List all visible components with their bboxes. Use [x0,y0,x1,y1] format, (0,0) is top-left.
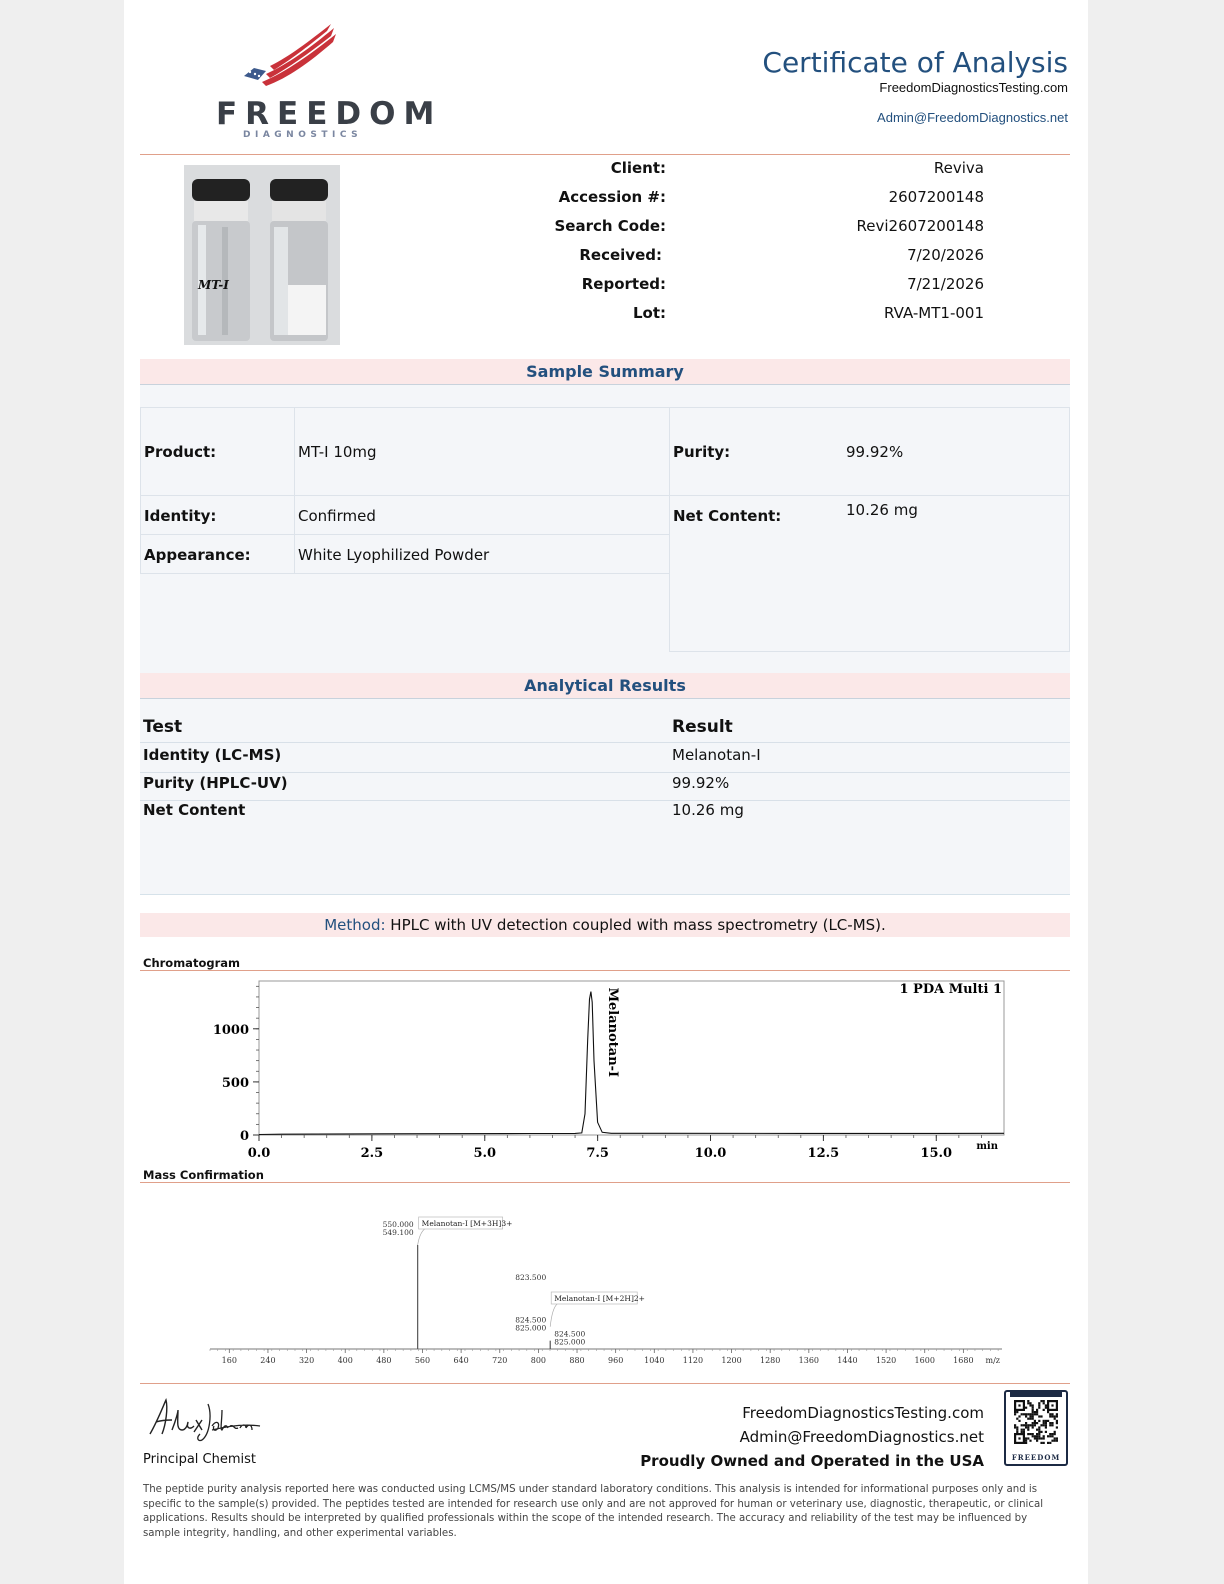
qr-module [1054,1431,1056,1433]
qr-code [1004,1390,1068,1466]
product-label-cell: Product: [140,407,295,496]
qr-module [1032,1411,1034,1413]
qr-module [1054,1418,1056,1420]
mass-spectrum-chart [140,1183,1070,1383]
qr-module [1045,1431,1047,1433]
x-tick-label: 320 [298,1356,315,1365]
x-tick-label: 1600 [914,1356,935,1365]
signature [142,1390,262,1446]
qr-module [1051,1435,1053,1437]
qr-module [1043,1420,1045,1422]
meta-label: Lot: [632,304,666,322]
qr-module [1029,1404,1031,1406]
qr-module [1032,1413,1034,1415]
vial-label: MT-I [198,278,229,292]
qr-module [1043,1435,1045,1437]
meta-client [520,159,984,188]
qr-module [1040,1442,1042,1444]
qr-module [1051,1413,1053,1415]
qr-module [1032,1424,1034,1426]
qr-module [1032,1435,1034,1437]
y-tick-label: 500 [221,1075,249,1091]
meta-value: Revi2607200148 [856,217,984,235]
method-label: Method: [324,916,386,934]
accession-info [140,155,1070,359]
qr-module [1025,1442,1027,1444]
qr-module [1036,1422,1038,1424]
x-tick-label: 560 [414,1356,431,1365]
x-axis-label: m/z [985,1356,1000,1365]
x-tick-label: 1040 [644,1356,665,1365]
x-tick-label: 5.0 [473,1146,497,1161]
qr-module [1036,1429,1038,1431]
qr-module [1056,1413,1058,1415]
peak-label: Melanotan-I [604,987,620,1078]
x-tick-label: 960 [608,1356,624,1365]
purity-value: 99.92% [846,443,904,461]
qr-module [1025,1422,1027,1424]
qr-module [1029,1415,1031,1417]
qr-module [1047,1442,1049,1444]
peak-mz-label: 825.000 [554,1337,586,1347]
meta-lot [520,304,984,333]
qr-module [1045,1426,1047,1428]
method-bar [140,913,1070,937]
qr-module [1027,1437,1029,1439]
qr-module [1045,1422,1047,1424]
qr-module [1016,1426,1018,1428]
qr-module [1054,1440,1056,1442]
chromatogram-label: Chromatogram [140,955,1070,971]
meta-label: Client: [610,159,666,177]
x-tick-label: 15.0 [920,1146,953,1161]
legend-label: 1 PDA Multi 1 [899,982,1002,997]
qr-module [1038,1431,1040,1433]
x-tick-label: 880 [569,1356,585,1365]
qr-module [1049,1415,1051,1417]
qr-module [1029,1402,1031,1404]
qr-module [1014,1424,1016,1426]
qr-module [1051,1415,1053,1417]
qr-module [1032,1433,1034,1435]
x-tick-label: 1360 [798,1356,820,1365]
purity-cell [669,407,1070,496]
annotation-leader [418,1229,425,1245]
appearance-value-cell [294,534,670,574]
x-tick-label: 1280 [760,1356,781,1365]
qr-module [1023,1431,1025,1433]
qr-module [1051,1433,1053,1435]
qr-module [1025,1415,1027,1417]
x-tick-label: 240 [260,1356,276,1365]
meta-label: Received: [579,246,662,264]
qr-module [1034,1420,1036,1422]
qr-module [1016,1418,1018,1420]
qr-module [1049,1433,1051,1435]
qr-module [1049,1413,1051,1415]
qr-module [1025,1424,1027,1426]
qr-module [1043,1400,1045,1402]
certificate-content [140,16,1070,1541]
product-value: MT-I 10mg [298,443,377,461]
qr-module [1014,1413,1016,1415]
qr-module [1027,1400,1029,1402]
qr-module [1054,1433,1056,1435]
qr-module [1056,1420,1058,1422]
results-header-row [140,717,1070,743]
peak-mz-label: 825.000 [515,1323,547,1333]
sample-summary-heading: Sample Summary [140,359,1070,385]
qr-brand-label: FREEDOM [1011,1453,1061,1462]
results-table [140,699,1070,895]
qr-module [1036,1409,1038,1411]
x-tick-label: 10.0 [694,1146,727,1161]
qr-module [1025,1426,1027,1428]
header [140,16,1070,154]
qr-module [1051,1440,1053,1442]
qr-module [1038,1404,1040,1406]
qr-module [1056,1422,1058,1424]
qr-module [1056,1437,1058,1439]
qr-module [1021,1424,1023,1426]
net-content-cell [669,495,1070,652]
net-content-value: 10.26 mg [846,501,918,519]
qr-module [1045,1404,1047,1406]
qr-module [1021,1413,1023,1415]
meta-value: Reviva [933,159,984,177]
qr-module [1014,1426,1016,1428]
meta-label: Search Code: [554,217,666,235]
peak-mz-label: 824.500 [515,1315,547,1325]
qr-module [1040,1400,1042,1402]
x-tick-label: 1200 [721,1356,742,1365]
header-website: FreedomDiagnosticsTesting.com [879,80,1068,95]
qr-module [1036,1440,1038,1442]
y-tick-label: 1000 [212,1022,249,1038]
qr-module [1038,1420,1040,1422]
qr-module [1038,1433,1040,1435]
qr-module [1043,1409,1045,1411]
qr-module [1049,1435,1051,1437]
qr-module [1049,1422,1051,1424]
table-row: Identity (LC-MS) Melanotan-I [140,746,1070,773]
qr-module [1036,1433,1038,1435]
qr-module [1032,1407,1034,1409]
qr-module [1032,1422,1034,1424]
qr-module [1040,1424,1042,1426]
footer-email: Admin@FreedomDiagnostics.net [739,1428,984,1446]
qr-module [1038,1435,1040,1437]
qr-module [1056,1415,1058,1417]
qr-module [1032,1426,1034,1428]
x-tick-label: 400 [337,1356,353,1365]
method-text: HPLC with UV detection coupled with mass spectrometry (LC-MS). [390,916,886,934]
qr-module [1045,1420,1047,1422]
brand-logo [176,24,443,140]
meta-accession [520,188,984,217]
chromatogram-trace [259,992,1004,1135]
purity-label: Purity: [673,443,731,461]
x-tick-label: 800 [530,1356,547,1365]
qr-module [1040,1431,1042,1433]
qr-module [1018,1420,1020,1422]
plot-frame [259,981,1004,1135]
qr-module [1038,1429,1040,1431]
meta-value: 7/20/2026 [907,246,984,264]
qr-module [1034,1424,1036,1426]
x-tick-label: 1120 [682,1356,704,1365]
qr-module [1034,1437,1036,1439]
peak-annotation: Melanotan-I [M+3H]3+ [421,1219,513,1228]
qr-module [1023,1429,1025,1431]
qr-module [1036,1411,1038,1413]
qr-module [1027,1418,1029,1420]
qr-module [1051,1422,1053,1424]
peak-mz-label: 824.500 [554,1329,586,1339]
qr-module [1027,1424,1029,1426]
qr-module [1038,1415,1040,1417]
qr-module [1040,1437,1042,1439]
peak-mz-label: 823.500 [515,1273,547,1282]
disclaimer: The peptide purity analysis reported here was conducted using LCMS/MS under standard laboratory conditions. This analysis is intended for informational purposes only and is specific to the sample(s) provided. The peptides tested are intended for research use only and are not approved for human or veterinary use, diagnostic, therapeutic, or clinical applications. Results should be interpreted by qualified professionals within the scope of the intended research. The accuracy and reliability of the test may be influenced by sample integrity, handling, and other experimental variables. [143,1484,1044,1539]
x-tick-label: 2.5 [360,1146,384,1161]
footer-tagline: Proudly Owned and Operated in the USA [640,1452,984,1470]
y-tick-label: 0 [239,1129,249,1144]
qr-finder [1018,1404,1020,1406]
qr-module [1043,1424,1045,1426]
identity-value: Confirmed [298,507,376,525]
qr-module [1023,1413,1025,1415]
analytical-results-heading: Analytical Results [140,673,1070,699]
qr-module [1027,1402,1029,1404]
qr-module [1047,1420,1049,1422]
mass-confirmation-label: Mass Confirmation [140,1167,1070,1183]
x-tick-label: 480 [376,1356,392,1365]
col-test-header: Test [143,717,183,737]
x-tick-label: 1440 [837,1356,858,1365]
appearance-value: White Lyophilized Powder [298,546,490,564]
meta-label: Accession #: [558,188,666,206]
meta-received [520,246,984,275]
brand-name: FREEDOM [216,96,443,132]
qr-module [1043,1402,1045,1404]
qr-module [1056,1440,1058,1442]
qr-module [1034,1411,1036,1413]
qr-module [1016,1411,1018,1413]
x-tick-label: 720 [492,1356,508,1365]
table-row: Purity (HPLC-UV) 99.92% [140,774,1070,801]
meta-label: Reported: [581,275,666,293]
qr-module [1043,1437,1045,1439]
product-value-cell [294,407,670,496]
brand-tagline: DIAGNOSTICS [243,130,363,140]
flag-wing-icon [176,24,356,94]
qr-module [1025,1413,1027,1415]
qr-module [1027,1433,1029,1435]
qr-module [1014,1411,1016,1413]
qr-module [1016,1431,1018,1433]
qr-module [1040,1415,1042,1417]
qr-module [1038,1426,1040,1428]
meta-value: 7/21/2026 [907,275,984,293]
qr-module [1043,1422,1045,1424]
qr-module [1047,1411,1049,1413]
qr-module [1029,1433,1031,1435]
signatory-role: Principal Chemist [143,1452,256,1467]
qr-module [1054,1415,1056,1417]
qr-module [1025,1440,1027,1442]
meta-search-code [520,217,984,246]
x-tick-label: 1680 [953,1356,974,1365]
qr-module [1032,1409,1034,1411]
footer [140,1383,1070,1483]
qr-module [1029,1440,1031,1442]
qr-module [1018,1415,1020,1417]
sample-summary [140,385,1070,673]
net-content-label: Net Content: [673,507,782,525]
qr-top-band [1010,1392,1062,1397]
document-title: Certificate of Analysis [762,46,1068,79]
identity-value-cell [294,495,670,535]
meta-reported [520,275,984,304]
qr-module [1021,1431,1023,1433]
qr-module [1025,1437,1027,1439]
qr-module [1038,1402,1040,1404]
qr-module [1045,1424,1047,1426]
qr-module [1029,1424,1031,1426]
qr-module [1043,1442,1045,1444]
qr-module [1036,1413,1038,1415]
qr-module [1034,1413,1036,1415]
qr-module [1029,1413,1031,1415]
peak-annotation: Melanotan-I [M+2H]2+ [554,1294,645,1303]
appearance-label-cell: Appearance: [140,534,295,574]
x-axis-label: min [976,1141,998,1152]
qr-module [1029,1418,1031,1420]
table-row: Net Content 10.26 mg [143,801,744,819]
qr-finder [1051,1404,1053,1406]
qr-module [1032,1418,1034,1420]
x-tick-label: 1520 [875,1356,897,1365]
qr-module [1034,1435,1036,1437]
chromatogram-chart [140,971,1070,1167]
header-email: Admin@FreedomDiagnostics.net [877,110,1068,125]
x-tick-label: 7.5 [586,1146,609,1161]
qr-module [1049,1442,1051,1444]
col-result-header: Result [672,717,733,737]
qr-module [1045,1407,1047,1409]
qr-module [1034,1422,1036,1424]
qr-module [1056,1426,1058,1428]
qr-module [1032,1404,1034,1406]
footer-website: FreedomDiagnosticsTesting.com [742,1404,984,1422]
qr-module [1049,1424,1051,1426]
meta-value: RVA-MT1-001 [884,304,984,322]
certificate-page [124,0,1088,1584]
qr-module [1054,1437,1056,1439]
identity-label-cell: Identity: [140,495,295,535]
peak-mz-label: 549.100 [382,1228,414,1237]
qr-module [1036,1435,1038,1437]
qr-module [1027,1413,1029,1415]
qr-module [1027,1426,1029,1428]
qr-module [1036,1437,1038,1439]
meta-value: 2607200148 [888,188,984,206]
qr-module [1027,1429,1029,1431]
qr-module [1016,1429,1018,1431]
qr-module [1051,1424,1053,1426]
qr-module [1021,1429,1023,1431]
qr-module [1038,1407,1040,1409]
qr-module [1047,1435,1049,1437]
x-tick-label: 160 [221,1356,237,1365]
peak-mz-label: 550.000 [382,1220,414,1229]
x-tick-label: 12.5 [807,1146,840,1161]
qr-finder [1018,1437,1020,1439]
qr-module [1025,1407,1027,1409]
qr-module [1023,1424,1025,1426]
qr-module [1032,1415,1034,1417]
x-tick-label: 0.0 [247,1146,271,1161]
sample-vials-photo [184,165,340,345]
qr-module [1038,1437,1040,1439]
x-tick-label: 640 [453,1356,469,1365]
annotation-leader [550,1304,557,1327]
